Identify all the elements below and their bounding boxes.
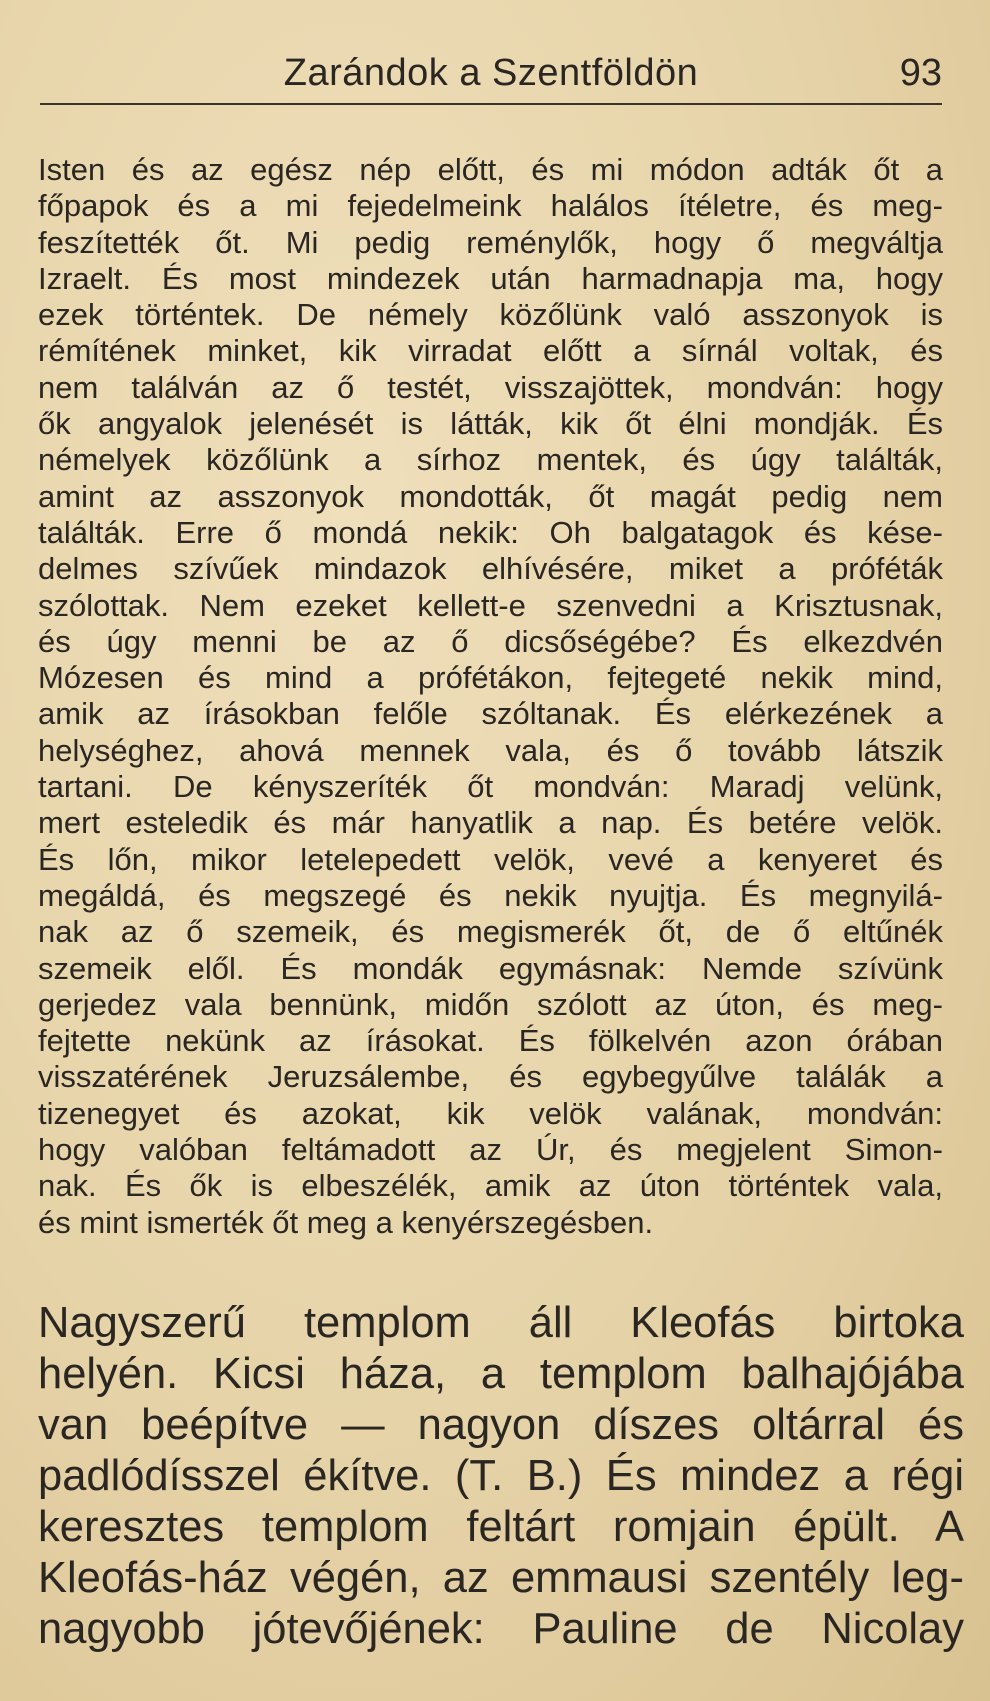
text-line: fejtette nekünk az írásokat. És fölkelvén azon órában (38, 1023, 943, 1059)
text-line: szemeik elől. És mondák egymásnak: Nemde szívünk (38, 950, 943, 986)
text-line: Izraelt. És most mindezek után harmadnapja ma, hogy (38, 260, 943, 296)
text-line: és mint ismerték őt meg a kenyérszegésben. (38, 1204, 654, 1240)
text-line: Mózesen és mind a prófétákon, fejtegeté nekik mind, (38, 660, 943, 696)
text-line: tizenegyet és azokat, kik velök valának, mondván: (38, 1095, 943, 1131)
text-line: szólottak. Nem ezeket kellett-e szenvedni a Krisztusnak, (38, 587, 943, 623)
note-paragraph (38, 1298, 964, 1655)
text-line: nak. És ők is elbeszélék, amik az úton történtek vala, (38, 1168, 943, 1204)
text-line: megáldá, és megszegé és nekik nyujtja. És megnyilá- (38, 877, 943, 913)
text-line: és úgy menni be az ő dicsőségébe? És elkezdvén (38, 623, 943, 659)
text-line: delmes szívűek mindazok elhívésére, miket a próféták (38, 551, 943, 587)
text-line: Isten és az egész nép előtt, és mi módon adták őt a (38, 152, 943, 187)
text-line: gerjedez vala bennünk, midőn szólott az úton, és meg- (38, 986, 943, 1022)
text-line: tartani. De kényszeríték őt mondván: Maradj velünk, (38, 769, 943, 805)
note-line: Kleofás-ház végén, az emmausi szentély leg- (38, 1554, 964, 1602)
text-line: És lőn, mikor letelepedett velök, vevé a kenyeret és (38, 841, 943, 877)
text-line: amint az asszonyok mondották, őt magát pedig nem (38, 478, 943, 514)
text-line: ezek történtek. De némely közőlünk való asszonyok is (38, 297, 943, 333)
running-head (40, 52, 942, 102)
note-line: nagyobb jótevőjének: Pauline de Nicolay (38, 1605, 964, 1653)
note-line: helyén. Kicsi háza, a templom balhajójába (38, 1350, 964, 1398)
note-line: keresztes templom feltárt romjain épült. A (38, 1503, 964, 1551)
text-line: helységhez, ahová mennek vala, és ő tovább látszik (38, 732, 943, 768)
text-line: visszatérének Jeruzsálembe, és egybegyűlve találák a (38, 1059, 943, 1095)
main-paragraph (38, 152, 943, 1241)
text-line: nem találván az ő testét, visszajöttek, mondván: hogy (38, 369, 943, 405)
note-line: Nagyszerű templom áll Kleofás birtoka (38, 1299, 964, 1347)
text-line: főpapok és a mi fejedelmeink halálos ítéletre, és meg- (38, 188, 943, 224)
text-line: nak az ő szemeik, és megismerék őt, de ő eltűnék (38, 914, 943, 950)
running-title: Zarándok a Szentföldön (283, 52, 699, 94)
note-line: van beépítve — nagyon díszes oltárral és (38, 1401, 964, 1449)
text-line: amik az írásokban felőle szóltanak. És elérkezének a (38, 696, 943, 732)
text-line: feszítették őt. Mi pedig reménylők, hogy ő megváltja (38, 224, 943, 260)
page-number: 93 (899, 52, 942, 94)
header-rule (40, 103, 942, 105)
note-line: padlódísszel ékítve. (T. B.) És mindez a régi (38, 1452, 964, 1500)
text-line: ők angyalok jelenését is látták, kik őt élni mondják. És (38, 406, 943, 442)
text-line: találták. Erre ő mondá nekik: Oh balgatagok és kése- (38, 514, 943, 550)
text-line: némelyek közőlünk a sírhoz mentek, és úgy találták, (38, 442, 943, 478)
text-line: rémítének minket, kik virradat előtt a sírnál voltak, és (38, 333, 943, 369)
text-line: mert esteledik és már hanyatlik a nap. És betére velök. (38, 805, 943, 841)
text-line: hogy valóban feltámadott az Úr, és megjelent Simon- (38, 1132, 943, 1168)
